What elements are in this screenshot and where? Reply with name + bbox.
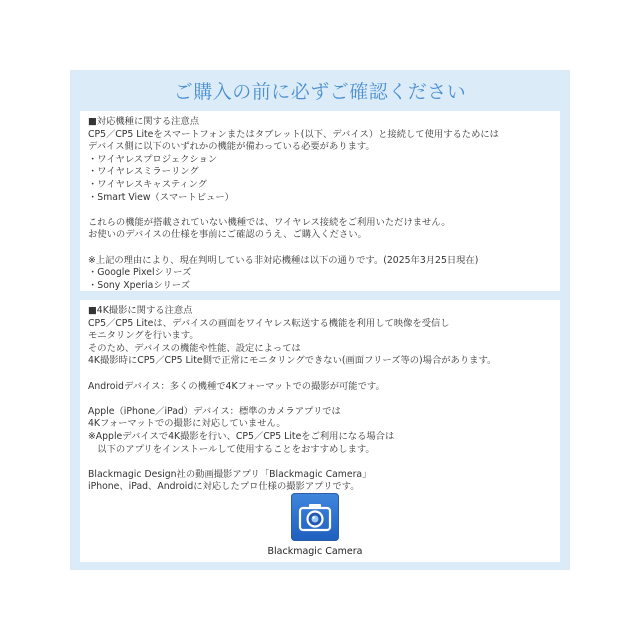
text-line: 4K撮影時にCP5／CP5 Lite側で正常にモニタリングできない(画面フリーズ等の)場合があります。 [88, 355, 497, 367]
page-title: ご購入の前に必ずご確認ください [173, 81, 467, 103]
text-line: Androidデバイス：多くの機種で4Kフォーマットでの撮影が可能です。 [88, 380, 385, 392]
text-line: CP5／CP5 Liteは、デバイスの画面をワイヤレス転送する機能を利用して映像を受信し [88, 317, 450, 329]
text-line [88, 368, 554, 381]
text-line: ・Sony Xperiaシリーズ [88, 279, 191, 291]
text-line: ・ワイヤレスミラーリング [88, 166, 199, 178]
text-line: ・ワイヤレスキャスティング [88, 178, 208, 190]
text-line: デバイス側に以下のいずれかの機能が備わっている必要があります。 [88, 141, 375, 153]
text-line [88, 204, 554, 217]
text-line: Apple（iPhone／iPad）デバイス：標準のカメラアプリでは [88, 405, 341, 417]
text-line: Blackmagic Design社の動画撮影アプリ「Blackmagic Camera」 [88, 468, 372, 480]
text-line: 以下のアプリをインストールして使用することをおすすめします。 [88, 443, 375, 455]
text-line: CP5／CP5 Liteをスマートフォンまたはタブレット(以下、デバイス）と接続して使用するためには [88, 128, 499, 140]
text-line: モニタリングを行います。 [88, 330, 199, 342]
text-line: ■対応機種に関する注意点 [88, 116, 200, 127]
text-line: 4Kフォーマットでの撮影に対応していません。 [88, 418, 286, 430]
compatibility-notice [80, 111, 560, 291]
text-line: ■4K撮影に関する注意点 [88, 305, 193, 316]
text-line: ・Google Pixelシリーズ [88, 267, 192, 279]
text-line: ※Appleデバイスで4K撮影を行い、CP5／CP5 Liteをご利用になる場合は [88, 430, 395, 442]
app-badge [260, 493, 370, 559]
text-line [88, 456, 554, 469]
4k-text [88, 305, 554, 494]
text-line: これらの機能が搭載されていない機種では、ワイヤレス接続をご利用いただけません。 [88, 216, 451, 228]
compatibility-text [88, 116, 554, 292]
camera-icon [291, 493, 339, 541]
text-line: ・ワイヤレスプロジェクション [88, 153, 218, 165]
text-line: ※上記の理由により、現在判明している非対応機種は以下の通りです。(2025年3月25日現在) [88, 254, 479, 266]
camera-app-icon [291, 493, 339, 541]
text-line: iPhone、iPad、Androidに対応したプロ仕様の撮影アプリです。 [88, 481, 360, 493]
text-line [88, 242, 554, 255]
text-line [88, 393, 554, 406]
text-line: ・Smart View（スマートビュー） [88, 191, 234, 203]
text-line: そのため、デバイスの機能や性能、設定によっては [88, 342, 301, 354]
4k-notice [80, 300, 560, 562]
text-line: お使いのデバイスの仕様を事前にご確認のうえ、ご購入ください。 [88, 229, 367, 241]
notice-panel [70, 70, 570, 570]
app-name: Blackmagic Camera [267, 546, 363, 557]
